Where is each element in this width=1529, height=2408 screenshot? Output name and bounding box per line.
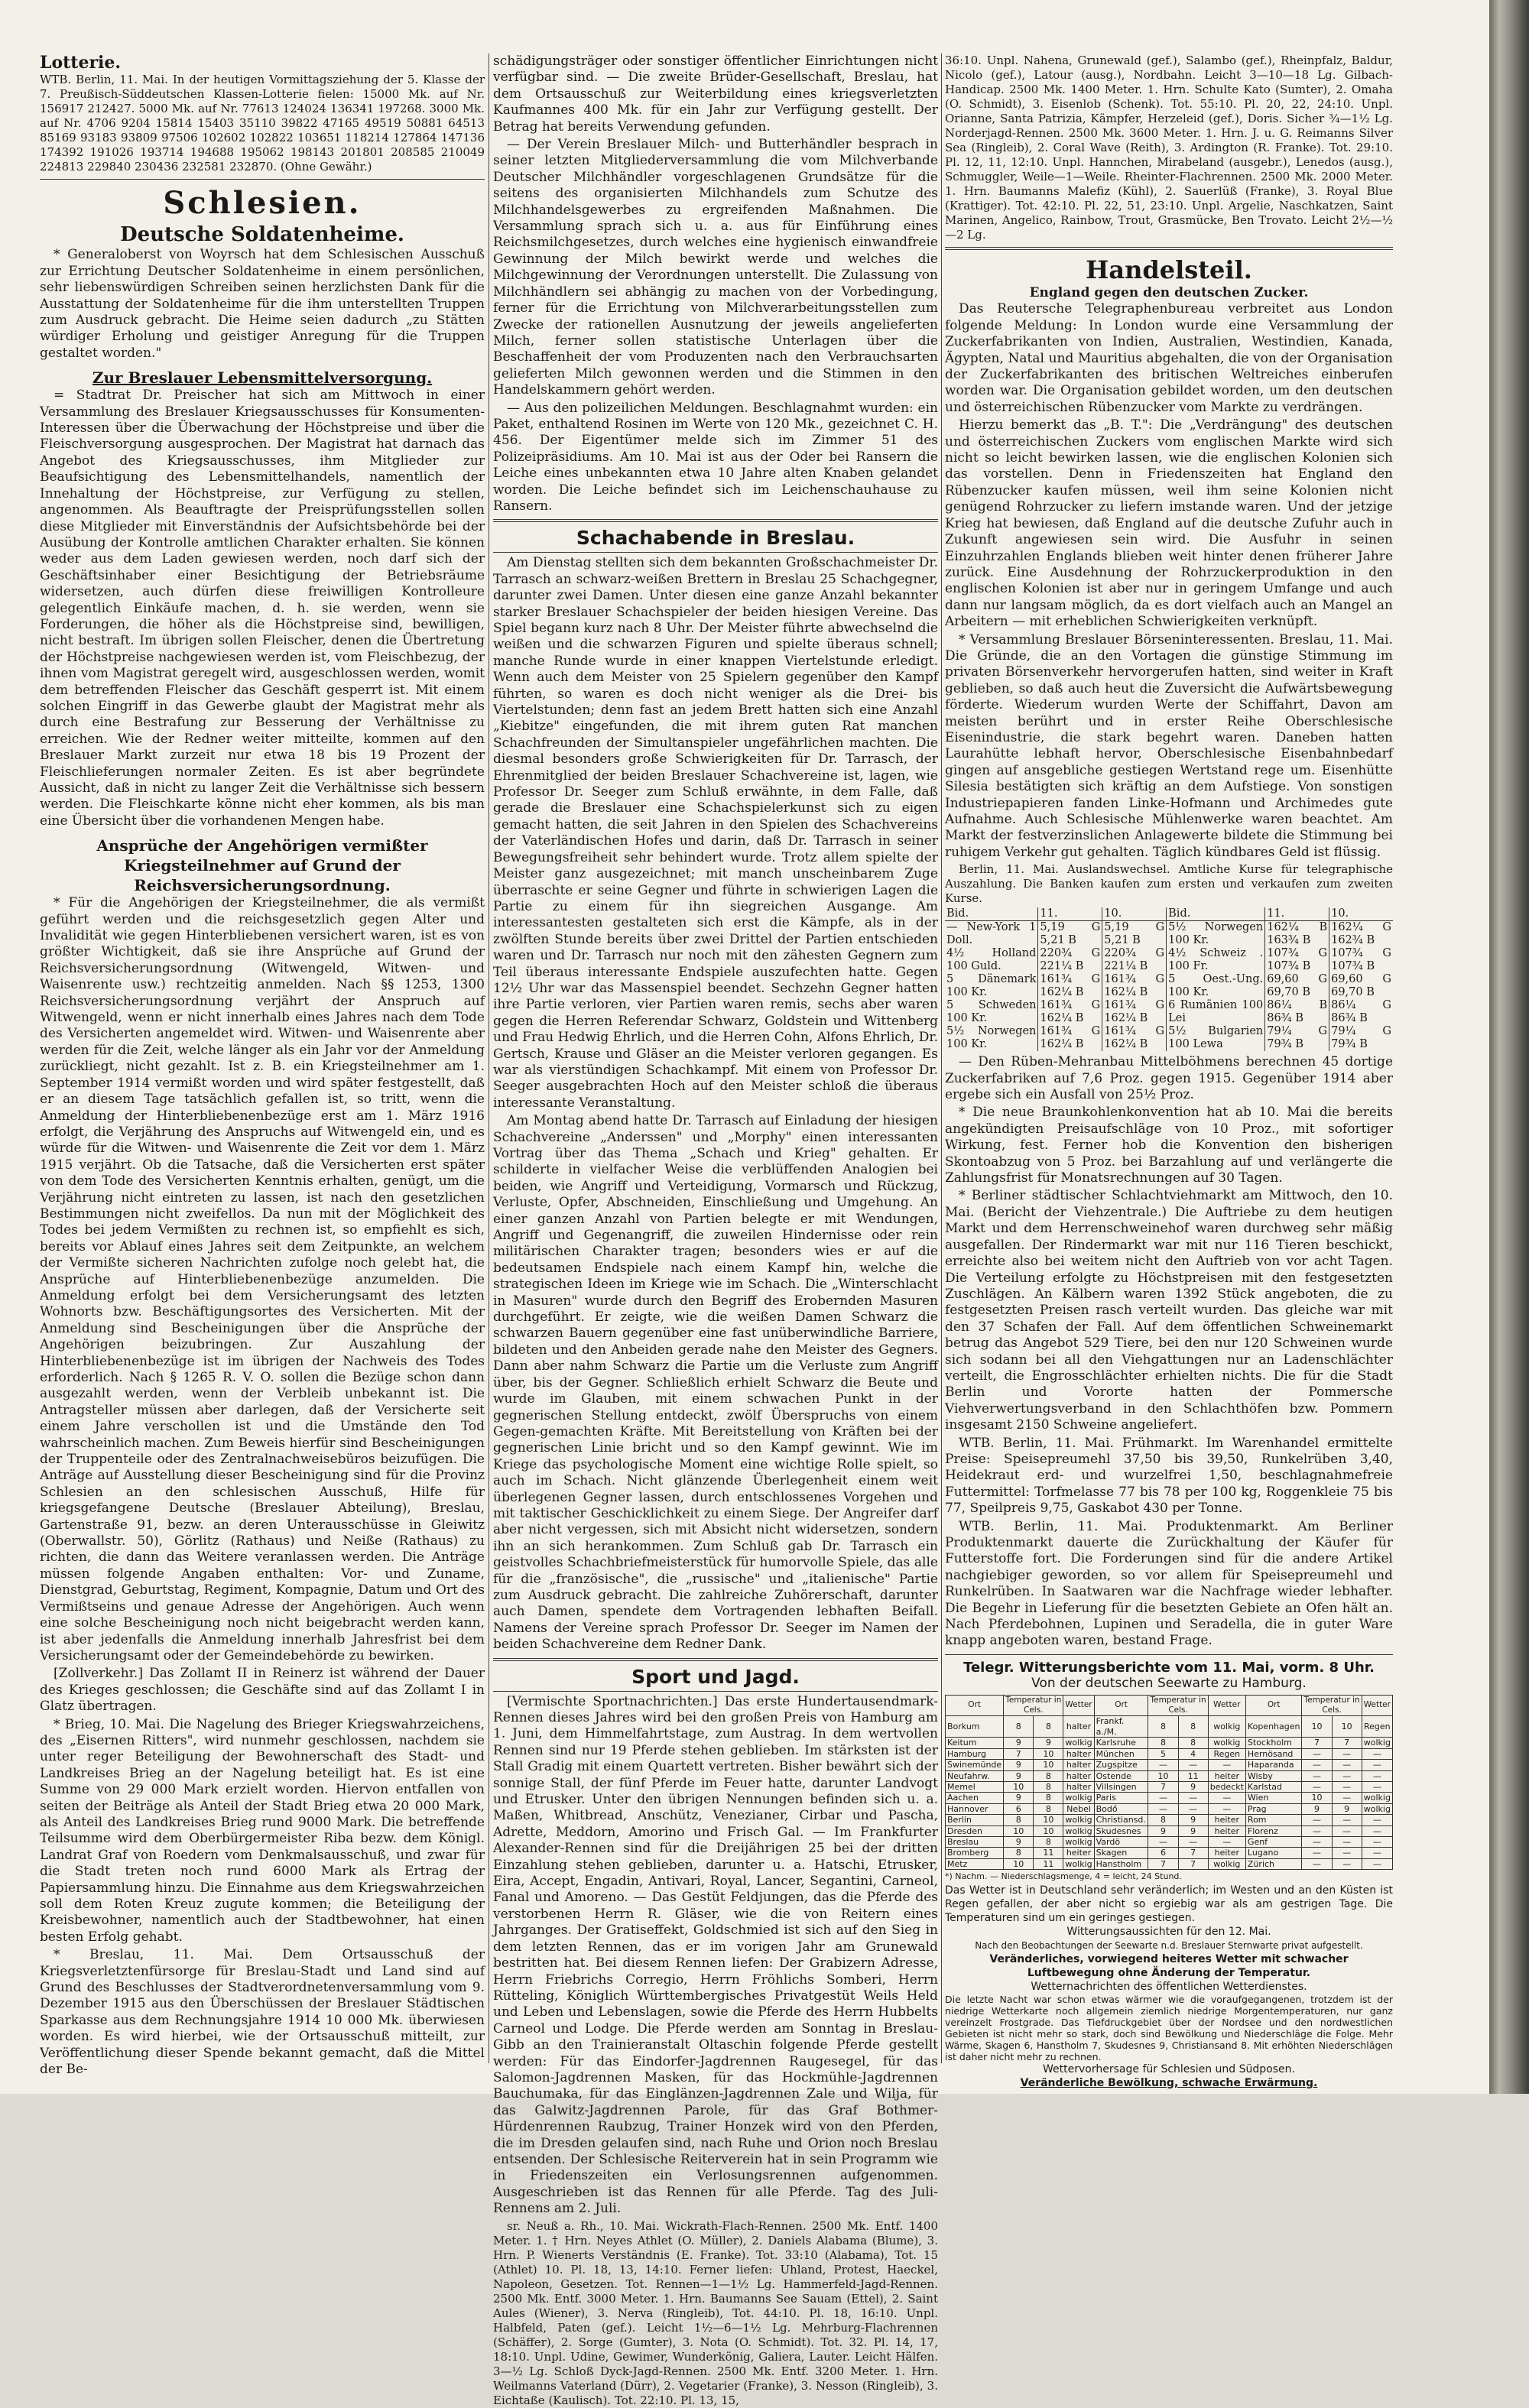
table-cell: 8 bbox=[1034, 1803, 1063, 1814]
table-row bbox=[946, 1815, 1393, 1825]
table-cell: Frankf. a./M. bbox=[1094, 1716, 1148, 1738]
table-cell: 69,60 G 69,70 B bbox=[1265, 973, 1329, 999]
table-cell: — bbox=[1178, 1760, 1208, 1770]
table-cell: — bbox=[1332, 1748, 1362, 1759]
table-cell: Genf bbox=[1245, 1836, 1302, 1847]
table-cell: Rom bbox=[1245, 1815, 1302, 1825]
table-cell: 6 Rumänien 100 Lei bbox=[1167, 999, 1265, 1025]
divider bbox=[493, 1658, 938, 1661]
table-cell: — bbox=[1302, 1770, 1332, 1781]
table-cell: — bbox=[1332, 1770, 1362, 1781]
table-cell: 5½ Norwegen 100 Kr. bbox=[946, 1025, 1037, 1051]
table-header-cell: Ort bbox=[1245, 1695, 1302, 1716]
table-cell: — bbox=[1302, 1825, 1332, 1836]
table-cell: — bbox=[1362, 1858, 1392, 1869]
table-cell: 5½ Norwegen 100 Kr. bbox=[1167, 921, 1265, 948]
table-cell: 8 bbox=[1178, 1738, 1208, 1748]
table-cell: — bbox=[1302, 1760, 1332, 1770]
weather-note: Nach den Beobachtungen der Seewarte n.d. Breslauer Sternwarte privat aufgestellt. bbox=[975, 1940, 1363, 1952]
lotterie-heading: Lotterie. bbox=[40, 53, 122, 73]
table-cell: 8 bbox=[1034, 1781, 1063, 1792]
table-cell: Lugano bbox=[1245, 1848, 1302, 1858]
table-cell: Hernösand bbox=[1245, 1748, 1302, 1759]
table-cell: 79¼ G 79¾ B bbox=[1329, 1025, 1393, 1051]
table-row bbox=[946, 1748, 1393, 1759]
table-cell: Nebel bbox=[1063, 1803, 1094, 1814]
table-cell: — bbox=[1362, 1770, 1392, 1781]
table-cell: Aachen bbox=[946, 1793, 1004, 1803]
table-cell: Skudesnes bbox=[1094, 1825, 1148, 1836]
table-cell: 8 bbox=[1148, 1716, 1178, 1738]
table-cell: — bbox=[1332, 1793, 1362, 1803]
table-cell: 9 bbox=[1004, 1738, 1034, 1748]
table-cell: 220¾ G 221¼ B bbox=[1102, 947, 1167, 973]
table-cell: bedeckt bbox=[1208, 1781, 1245, 1792]
table-cell: wolkig bbox=[1362, 1793, 1392, 1803]
table-cell: Skagen bbox=[1094, 1848, 1148, 1858]
table-cell: — bbox=[1362, 1748, 1392, 1759]
table-cell: 7 bbox=[1178, 1848, 1208, 1858]
table-cell: wolkig bbox=[1362, 1803, 1392, 1814]
table-header-cell: Bid. bbox=[945, 907, 1038, 921]
table-cell: 161¾ G 162¼ B bbox=[1038, 1025, 1102, 1051]
divider bbox=[40, 179, 485, 180]
table-cell: — bbox=[1208, 1803, 1245, 1814]
table-cell: Keitum bbox=[946, 1738, 1004, 1748]
lotterie-text: WTB. Berlin, 11. Mai. In der heutigen Vormittagsziehung der 5. Klasse der 7. Preußisch-Süddeutschen Klassen-Lotterie fielen: 15000 Mk. auf Nr. 156917 212427. 5000 Mk. auf Nr. 77613 124024 136341 197268. 3000 Mk. auf Nr. 4706 9204 15814 15403 35110 39822 47165 49519 50881 64513 85169 93183 93809 97506 102602 102822 103651 118214 127864 147136 174392 191026 193714 194688 195062 198143 201801 208585 210049 224813 229840 230436 232581 232870. (Ohne Gewähr.) bbox=[40, 73, 485, 174]
article-heading: England gegen den deutschen Zucker. bbox=[1029, 285, 1309, 300]
table-row bbox=[945, 921, 1393, 948]
table-cell: heiter bbox=[1208, 1815, 1245, 1825]
table-cell: 107¾ G 107¾ B bbox=[1265, 947, 1329, 973]
table-cell: 107¾ G 107¾ B bbox=[1329, 947, 1393, 973]
table-cell: wolkig bbox=[1208, 1858, 1245, 1869]
table-cell: 11 bbox=[1178, 1770, 1208, 1781]
table-cell: 8 bbox=[1004, 1815, 1034, 1825]
table-cell: 8 bbox=[1004, 1716, 1034, 1738]
table-cell: wolkig bbox=[1208, 1716, 1245, 1738]
weather-note: Wettervorhersage für Schlesien und Südposen. bbox=[1043, 2063, 1295, 2076]
table-cell: Stockholm bbox=[1245, 1738, 1302, 1748]
article-text: WTB. Berlin, 11. Mai. Produktenmarkt. Am Berliner Produktenmarkt dauerte die Zurückhaltung der Käufer für Futterstoffe fort. Die Forderungen sind für die andere Artikel nachgiebiger geworden, so vor allem für Speisepreumehl und Runkelrüben. In Saatwaren war die Nachfrage wieder lebhafter. Die Begehr in Lieferung für die besetzten Gebiete an Ofen hält an. Nach Pferdebohnen, Lupinen und Seradella, die in guter Ware knapp angeboten waren, bestand Frage. bbox=[945, 1518, 1393, 1649]
table-cell: Florenz bbox=[1245, 1825, 1302, 1836]
table-cell: Hannover bbox=[946, 1803, 1004, 1814]
table-cell: 10 bbox=[1004, 1781, 1034, 1792]
table-cell: 8 bbox=[1178, 1716, 1208, 1738]
table-cell: 11 bbox=[1034, 1848, 1063, 1858]
table-cell: 7 bbox=[1148, 1781, 1178, 1792]
table-cell: 9 bbox=[1034, 1738, 1063, 1748]
weather-subtitle: Von der deutschen Seewarte zu Hamburg. bbox=[1031, 1676, 1307, 1692]
table-cell: 9 bbox=[1148, 1825, 1178, 1836]
table-cell: 7 bbox=[1332, 1738, 1362, 1748]
article-heading: Sport und Jagd. bbox=[631, 1665, 800, 1688]
table-cell: 10 bbox=[1148, 1770, 1178, 1781]
table-cell: Regen bbox=[1208, 1748, 1245, 1759]
table-cell: 6 bbox=[1148, 1848, 1178, 1858]
table-cell: 69,60 G 69,70 B bbox=[1329, 973, 1393, 999]
table-cell: halter bbox=[1063, 1770, 1094, 1781]
table-cell: 5 Oest.-Ung. 100 Kr. bbox=[1167, 973, 1265, 999]
table-cell: 220¾ G 221¼ B bbox=[1038, 947, 1102, 973]
table-cell: 7 bbox=[1148, 1858, 1178, 1869]
table-cell: 7 bbox=[1178, 1858, 1208, 1869]
table-header-cell: Temperatur in Cels. bbox=[1302, 1695, 1362, 1716]
article-text: — Den Rüben-Mehranbau Mittelböhmens berechnen 45 dortige Zuckerfabriken auf 7,6 Proz. gegen 1915. Gegenüber 1914 aber ergebe sich ein Ausfall von 25½ Proz. bbox=[945, 1054, 1393, 1103]
weather-forecast: Veränderliches, vorwiegend heiteres Wetter mit schwacher Luftbewegung ohne Änderung der Temperatur. bbox=[989, 1953, 1349, 1980]
table-cell: Karlsruhe bbox=[1094, 1738, 1148, 1748]
table-cell: halter bbox=[1063, 1748, 1094, 1759]
table-cell: 8 bbox=[1034, 1716, 1063, 1738]
table-cell: Villsingen bbox=[1094, 1781, 1148, 1792]
article-text: — Aus den polizeilichen Meldungen. Beschlagnahmt wurden: ein Paket, enthaltend Rosinen im Werte von 120 Mk., gezeichnet C. H. 456. Der Eigentümer melde sich im Zimmer 51 des Polizeipräsidiums. Am 10. Mai ist aus der Oder bei Ransern die Leiche eines unbekannten etwa 10 Jahre alten Knaben gelandet worden. Die Leiche befindet sich im Leichenschauhause zu Ransern. bbox=[493, 400, 938, 514]
table-cell: 162¼ G 162¾ B bbox=[1329, 921, 1393, 948]
table-cell: 8 bbox=[1148, 1738, 1178, 1748]
table-cell: Kopenhagen bbox=[1245, 1716, 1302, 1738]
article-text: Das Reutersche Telegraphenbureau verbreitet aus London folgende Meldung: In London wurde eine Versammlung der Zuckerfabrikanten von Indien, Australien, Westindien, Kanada, Ägypten, Natal und Mauritius abgehalten, die von der Organisation der Zuckerfabrikanten des britischen Weltreiches einberufen worden war. Die Organisation gebildet worden, um den deutschen und österreichischen Rübenzucker vom Markte zu verdrängen. bbox=[945, 301, 1393, 415]
section-title-schlesien: Schlesien. bbox=[163, 185, 362, 222]
table-cell: — bbox=[1148, 1760, 1178, 1770]
table-cell: 161¾ G 162¼ B bbox=[1102, 999, 1167, 1025]
table-cell: — bbox=[1362, 1825, 1392, 1836]
column-right bbox=[945, 54, 1393, 2090]
article-text: Hierzu bemerkt das „B. T.": Die „Verdrängung" des deutschen und österreichischen Zuckers vom englischen Markte wird sich nicht so leicht bewirken lassen, wie die englischen Kolonien sich das vorstellen. Denn in Friedenszeiten hat England den Rübenzucker kaufen müssen, weil ihm seine Kolonien nicht genügend Rohrzucker zu liefern imstande waren. Und der jetzige Krieg hat bewiesen, daß England auf die deutsche Zufuhr auch in Zukunft angewiesen sein wird. Die Ausfuhr in seinen Einzuhrzahlen Englands blieben weit hinter denen früherer Jahre zurück. Eine Ausdehnung der Rohrzuckerproduktion in den englischen Kolonien ist aber nur in geringem Umfange und auch dann nur langsam möglich, da es dort vielfach auch an Mangel an Arbeitern — mit erheblichen Schwierigkeiten verknüpft. bbox=[945, 417, 1393, 630]
table-row bbox=[946, 1858, 1393, 1869]
table-cell: 9 bbox=[1004, 1770, 1034, 1781]
table-cell: — bbox=[1362, 1836, 1392, 1847]
table-cell: 8 bbox=[1034, 1770, 1063, 1781]
table-cell: — bbox=[1332, 1815, 1362, 1825]
article-text: Am Dienstag stellten sich dem bekannten Großschachmeister Dr. Tarrasch an schwarz-weißen Brettern in Breslau 25 Schachgegner, darunter zwei Damen. Unter diesen eine ganze Anzahl bekannter starker Breslauer Schachspieler der beiden hiesigen Vereine. Das Spiel begann kurz nach 8 Uhr. Der Meister führte abwechselnd die weißen und die schwarzen Figuren und spielte überaus schnell; manche Runde wurde in einer knappen Viertelstunde erledigt. Wenn auch dem Meister von 25 Spielern gegenüber den Kampf führten, so waren es doch nicht weniger als die Drei- bis Viertelstunden; denn fast an jedem Brett hatten sich eine Anzahl „Kiebitze" eingefunden, die mit ihrem guten Rat manchen Schachfreunden der Simultanspieler ungefährlichen machten. Die diesmal besonders große Schwierigkeiten für Dr. Tarrasch, der Ehrenmitglied der beiden Breslauer Schachvereine ist, lagen, wie Professor Dr. Seeger zum Schluß erwähnte, in dem Falle, daß gerade die Breslauer eine Schachspielerkunst sich zu eigen gemacht hatten, die seit Jahren in den Spielen des Schachvereins der Vaterländischen Hofes und darin, daß Dr. Tarrasch in seiner Bewegungsfreiheit sehr behindert wurde. Trotz allem spielte der Meister ganz ausgezeichnet; mit manch unscheinbarem Zuge überraschte er seine Gegner und führte in schwierigen Lagen die Partie zu einem für ihn siegreichen Ausgange. Am interessantesten gestalteten sich erst die Kämpfe, als in der zwölften Stunde bereits über zwei Drittel der Partien entschieden waren und Dr. Tarrasch nur noch mit den zähesten Gegnern zum Teil überaus interessante Endspiele auszufechten hatte. Gegen 12½ Uhr war das Massenspiel beendet. Sechzehn Gegner hatten ihre Partie verloren, vier Partien waren remis, sechs aber waren gegen die Herren Referendar Schwarz, Goldstein und Wittenberg und Frau Hedwig Ehrlich, und die Herren Cohn, Alfons Ehrlich, Dr. Gertsch, Krause und Gläser an die Meister verloren gegangen. Es war als vierstündigen Schachkampf. Mit einem von Professor Dr. Seeger ausgebrachten Hoch auf den Meister schloß die überaus interessante Veranstaltung. bbox=[493, 555, 938, 1111]
table-cell: wolkig bbox=[1063, 1793, 1094, 1803]
table-cell: — New-York 1 Doll. bbox=[946, 921, 1037, 947]
table-header-cell: Wetter bbox=[1208, 1695, 1245, 1716]
divider bbox=[945, 247, 1393, 250]
table-cell: 161¾ G 162¼ B bbox=[1038, 999, 1102, 1025]
table-cell: — bbox=[1362, 1848, 1392, 1858]
table-cell: München bbox=[1094, 1748, 1148, 1759]
section-title-handelsteil: Handelsteil. bbox=[1086, 255, 1252, 284]
table-header-cell: Temperatur in Cels. bbox=[1148, 1695, 1208, 1716]
table-cell: 10 bbox=[1034, 1760, 1063, 1770]
table-cell: Swinemünde bbox=[946, 1760, 1004, 1770]
table-cell: — bbox=[1332, 1760, 1362, 1770]
table-cell: 8 bbox=[1148, 1815, 1178, 1825]
table-cell: Zürich bbox=[1245, 1858, 1302, 1869]
article-text: * Versammlung Breslauer Börseninteressenten. Breslau, 11. Mai. Die Gründe, die an den Vortagen die günstige Stimmung im privaten Börsenverkehr hervorgerufen hatten, sind weiter in Kraft geblieben, so daß auch heut die Zuversicht die Aufwärtsbewegung förderte. Wiederum wurden Werte der Schiffahrt, Davon am meisten berührt und in erster Reihe Oberschlesische Eisenindustrie, die stark begehrt waren. Daneben hatten Laurahütte lebhaft hervor, Oberschlesische Eisenbahnbedarf gingen auf ansgebliche gestiegen Wertstand rege um. Eisenhütte Silesia bestätigten sich kräftig an dem Aufstiege. Von sonstigen Industriepapieren fanden Linke-Hofmann und Archimedes gute Aufnahme. Auch Schlesische Mühlenwerke waren beachtet. Am Markt der festverzinslichen Anlagewerte bildete die Stimmung bei ruhigem Verkehr gut gehalten. Täglich kündbares Geld ist flüssig. bbox=[945, 631, 1393, 860]
weather-title: Telegr. Witterungsberichte vom 11. Mai, vorm. 8 Uhr. bbox=[963, 1659, 1375, 1676]
table-cell: — bbox=[1208, 1836, 1245, 1847]
table-cell: Christiansd. bbox=[1094, 1815, 1148, 1825]
table-cell: wolkig bbox=[1063, 1836, 1094, 1847]
divider bbox=[493, 552, 938, 553]
table-cell: 5 Dänemark 100 Kr. bbox=[946, 973, 1037, 999]
article-heading: Schachabende in Breslau. bbox=[576, 527, 855, 550]
table-cell: 8 bbox=[1034, 1836, 1063, 1847]
divider bbox=[493, 519, 938, 522]
table-cell: halter bbox=[1063, 1716, 1094, 1738]
table-cell: 10 bbox=[1034, 1815, 1063, 1825]
table-cell: wolkig bbox=[1063, 1815, 1094, 1825]
table-row bbox=[946, 1825, 1393, 1836]
table-cell: — bbox=[1362, 1760, 1392, 1770]
table-cell: heiter bbox=[1208, 1825, 1245, 1836]
table-cell: 9 bbox=[1178, 1781, 1208, 1792]
table-cell: 161¾ G 162¼ B bbox=[1038, 973, 1102, 999]
table-cell: — bbox=[1302, 1815, 1332, 1825]
article-text: [Zollverkehr.] Das Zollamt II in Reinerz ist während der Dauer des Krieges geschlossen; die Geschäfte sind auf das Zollamt I in Glatz übertragen. bbox=[40, 1666, 485, 1715]
column-rule bbox=[941, 54, 942, 2063]
table-cell: — bbox=[1332, 1858, 1362, 1869]
table-cell: 86¼ B 86¾ B bbox=[1265, 999, 1329, 1025]
table-row bbox=[946, 1793, 1393, 1803]
table-cell: 10 bbox=[1302, 1793, 1332, 1803]
table-header-cell: Ort bbox=[1094, 1695, 1148, 1716]
table-cell: Zugspitze bbox=[1094, 1760, 1148, 1770]
table-cell: — bbox=[1178, 1836, 1208, 1847]
book-binding-edge bbox=[1489, 0, 1529, 2094]
article-text: * Die neue Braunkohlenkonvention hat ab 10. Mai die bereits angekündigten Preisaufschläge von 10 Proz., mit sofortiger Wirkung, fest. Ferner hob die Konvention den bisherigen Skontoabzug von 5 Proz. bei Barzahlung auf und verlängerte die Zahlungsfrist für Monatsrechnungen auf 30 Tagen. bbox=[945, 1105, 1393, 1186]
table-header-cell: Wetter bbox=[1063, 1695, 1094, 1716]
table-cell: 4½ Holland 100 Guld. bbox=[946, 947, 1037, 973]
table-cell: 5,19 G 5,21 B bbox=[1038, 921, 1102, 948]
table-cell: halter bbox=[1063, 1760, 1094, 1770]
weather-note: Wetternachrichten des öffentlichen Wetterdienstes. bbox=[1031, 1981, 1307, 1994]
table-cell: Haparanda bbox=[1245, 1760, 1302, 1770]
column-left bbox=[40, 53, 485, 2078]
article-text: * Berliner städtischer Schlachtviehmarkt am Mittwoch, den 10. Mai. (Bericht der Viehzentrale.) Die Auftriebe zu dem heutigen Markt und dem Herrenschweinehof waren durchweg sehr mäßig ausgefallen. Der Rindermarkt war mit nur 116 Tieren beschickt, erreichte also bei weitem nicht den Auftrieb von vor acht Tagen. Die Verteilung erfolgte zu Höchstpreisen mit den festgesetzten Zuschlägen. An Kälbern waren 1392 Stück angeboten, die zu festgesetzten Preisen rasch verteilt wurden. Das gleiche war mit den 37 Schafen der Fall. Auf dem öffentlichen Schweinemarkt betrug das Angebot 529 Tiere, bei den nur 120 Schweinen wurde sich sodann bei all den Viehgattungen nur an Ladenschlächter verteilt, die Engrosschlächter erhielten nichts. Die für die Stadt Berlin und Vororte hatten der Pommersche Viehverwertungsverband in den Schlachthöfen bzw. Pommern insgesamt 2150 Schweine angeliefert. bbox=[945, 1188, 1393, 1433]
table-cell: 9 bbox=[1004, 1760, 1034, 1770]
table-cell: 11 bbox=[1034, 1858, 1063, 1869]
table-cell: 7 bbox=[1302, 1738, 1332, 1748]
article-text: = Stadtrat Dr. Preischer hat sich am Mittwoch in einer Versammlung des Breslauer Kriegsausschusses für Konsumenten-Interessen über die Überwachung der Höchstpreise und über die Fleischversorgung ausgesprochen. Der Magistrat hat darnach das Angebot des Kriegsausschusses, ihm Mitglieder zur Beaufsichtigung des Lebensmittelhandels, namentlich der Innehaltung der Höchstpreise, zur Verfügung zu stellen, angenommen. Als Beauftragte der Preisprüfungsstellen sollen diese Mitglieder mit Einverständnis der Aufsichtsbehörde bei der Ausübung der Kontrolle amtlichen Charakter erhalten. Sie können weder aus dem Laden gewiesen werden, noch darf sich der Geschäftsinhaber einer Besichtigung der Betriebsräume widersetzen, auch dürfen diese freiwilligen Kontrolleure gelegentlich Einkäufe machen, d. h. sie werden, wenn sie Forderungen, die höher als die Höchstpreise sind, bewilligen, nicht bestraft. Im übrigen sollen Fleischer, denen die Übertretung der Höchstpreise nachgewiesen werden ist, vom Fleischbezug, der ihnen vom Magistrat geregelt wird, ausgeschlossen werden, womit dem betreffenden Fleischer das Geschäft gesperrt ist. Mit einem solchen Eingriff in das Gewerbe glaubt der Magistrat mehr als durch eine Bestrafung zur Besserung der Verhältnisse zu erreichen. Wie der Redner weiter mitteilte, kommen auf den Breslauer Markt zurzeit nur etwa 18 bis 19 Prozent der Fleischlieferungen normaler Zeiten. Es ist aber begründete Aussicht, daß in nicht zu langer Zeit die Verhältnisse sich bessern werden. Die Fleischkarte könne nicht eher kommen, als bis man eine Übersicht über die vorhandenen Mengen habe. bbox=[40, 388, 485, 829]
table-cell: — bbox=[1148, 1803, 1178, 1814]
table-cell: Paris bbox=[1094, 1793, 1148, 1803]
table-cell: — bbox=[1332, 1781, 1362, 1792]
article-text: * Generaloberst von Woyrsch hat dem Schlesischen Ausschuß zur Errichtung Deutscher Soldatenheime in einem persönlichen, sehr liebenswürdigen Schreiben seinen herzlichsten Dank für die Ausstattung der Soldatenheime für die ihm unterstellten Truppen zum Ausdruck gebracht. Die Heime seien dadurch „zu Stätten würdiger Erholung und geistiger Anregung für die Truppen gestaltet worden." bbox=[40, 247, 485, 361]
article-text: * Brieg, 10. Mai. Die Nagelung des Brieger Kriegswahrzeichens, des „Eisernen Ritters", wird nunmehr geschlossen, nachdem sie unter reger Beteiligung der Bewohnerschaft des Stadt- und Landkreises Brieg an der Nagelung beteiligt hat. Es ist eine Summe von 29 000 Mark erzielt worden. Hiervon entfallen von seiten der Beiträge als Anteil der Stadt Brieg etwa 20 000 Mark, als Anteil des Landkreises Brieg rund 9000 Mark. Die betreffende Teilsumme wird dem Oberbürgermeister Riba bezw. dem Königl. Landrat Graf von Roedern vom Denkmalsausschuß, und zwar für die Stadt treten noch rund 6000 Mark als Ertrag der Papiersammlung hinzu. Die Einnahme aus dem Kriegswahrzeichen soll dem Roten Kreuz zugute kommen; die Beteiligung der Kreisbewohner, namentlich auch der Stadtbewohner, hat einen besten Erfolg gehabt. bbox=[40, 1716, 485, 1945]
table-cell: 10 bbox=[1004, 1858, 1034, 1869]
table-header-cell: 10. bbox=[1329, 907, 1393, 921]
table-cell: — bbox=[1302, 1858, 1332, 1869]
table-cell: Wisby bbox=[1245, 1770, 1302, 1781]
table-cell: 86¼ G 86¾ B bbox=[1329, 999, 1393, 1025]
table-cell: halter bbox=[1063, 1781, 1094, 1792]
table-cell: 9 bbox=[1178, 1825, 1208, 1836]
table-row bbox=[945, 1025, 1393, 1051]
weather-table bbox=[945, 1695, 1393, 1871]
table-cell: 9 bbox=[1332, 1803, 1362, 1814]
table-cell: 9 bbox=[1004, 1793, 1034, 1803]
table-cell: 5,19 G 5,21 B bbox=[1102, 921, 1167, 948]
table-header-cell: 11. bbox=[1265, 907, 1329, 921]
table-row bbox=[945, 999, 1393, 1025]
table-cell: Regen bbox=[1362, 1716, 1392, 1738]
divider bbox=[945, 1654, 1393, 1655]
table-cell: — bbox=[1362, 1815, 1392, 1825]
table-cell: — bbox=[1332, 1848, 1362, 1858]
table-cell: 162¼ B 163¾ B bbox=[1265, 921, 1329, 948]
article-text: schädigungsträger oder sonstiger öffentlicher Einrichtungen nicht verfügbar sind. — Die zweite Brüder-Gesellschaft, Breslau, hat dem Ortsausschuß zur Weiterbildung eines kriegsverletzten Kaufmannes 400 Mk. für ein Jahr zur Verfügung gestellt. Der Betrag hat bereits Verwendung gefunden. bbox=[493, 54, 938, 135]
table-row bbox=[946, 1836, 1393, 1847]
table-row bbox=[945, 973, 1393, 999]
table-row bbox=[945, 947, 1393, 973]
table-cell: 10 bbox=[1332, 1716, 1362, 1738]
column-middle bbox=[493, 54, 938, 2407]
table-cell: — bbox=[1332, 1836, 1362, 1847]
table-cell: 6 bbox=[1004, 1803, 1034, 1814]
table-header-cell: Bid. bbox=[1167, 907, 1265, 921]
table-cell: — bbox=[1178, 1803, 1208, 1814]
weather-note: *) Nachm. — Niederschlagsmenge, 4 = leicht, 24 Stund. bbox=[945, 1871, 1182, 1882]
table-header-cell: 11. bbox=[1038, 907, 1102, 921]
table-cell: Memel bbox=[946, 1781, 1004, 1792]
article-heading: Zur Breslauer Lebensmittelversorgung. bbox=[92, 368, 433, 388]
table-cell: Bromberg bbox=[946, 1848, 1004, 1858]
table-cell: Hanstholm bbox=[1094, 1858, 1148, 1869]
table-row bbox=[946, 1803, 1393, 1814]
table-row bbox=[946, 1738, 1393, 1748]
table-cell: wolkig bbox=[1063, 1825, 1094, 1836]
table-cell: 9 bbox=[1302, 1803, 1332, 1814]
race-results: sr. Neuß a. Rh., 10. Mai. Wickrath-Flach-Rennen. 2500 Mk. Entf. 1400 Meter. 1. † Hrn. Neyes Athlet (O. Müller), 2. Daniels Alabama (Blume), 3. Hrn. P. Wienerts Verständnis (E. Franke). Tot. 33:10 (Alabama), Tot. 15 (Athlet) 10. Pl. 18, 13, 14:10. Ferner liefen: Uhland, Protest, Haeckel, Napoleon, Gesetzen. Tot. Rennen—1—1½ Lg. Hammerfeld-Jagd-Rennen. 2500 Mk. Entf. 3000 Meter. 1. Hrn. Baumanns See Sauam (Ettel), 2. Saint Aules (Wiener), 3. Nerva (Ringleib), Tot. 44:10. Pl. 18, 16:10. Unpl. Halbfeld, Paten (gef.). Leicht 1½—6—1½ Lg. Mehrburg-Flachrennen (Schäffer), 2. Sorge (Gumter), 3. Nota (O. Schmidt). Tot. 32. Pl. 14, 17, 18:10. Unpl. Udine, Gewimer, Wunderkönig, Galiera, Lauter. Leicht Hälfen. 3—½ Lg. Schloß Dyck-Jagd-Rennen. 2500 Mk. Entf. 3200 Meter. 1. Hrn. Weilmanns Vaterland (Dürr), 2. Vegetarier (Franke), 3. Nesson (Ringleib), 3. Eichtaße (Kaulisch). Tot. 22:10. Pl. 13, 15, bbox=[493, 2218, 938, 2407]
table-header-cell: 10. bbox=[1102, 907, 1167, 921]
table-cell: — bbox=[1302, 1836, 1332, 1847]
article-heading: Deutsche Soldatenheime. bbox=[120, 223, 404, 247]
table-cell: — bbox=[1302, 1748, 1332, 1759]
table-cell: — bbox=[1208, 1760, 1245, 1770]
table-cell: 10 bbox=[1034, 1748, 1063, 1759]
table-row bbox=[946, 1770, 1393, 1781]
table-cell: heiter bbox=[1063, 1848, 1094, 1858]
table-cell: 8 bbox=[1004, 1848, 1034, 1858]
table-cell: Neufahrw. bbox=[946, 1770, 1004, 1781]
table-cell: 161¾ G 162¼ B bbox=[1102, 1025, 1167, 1051]
table-row bbox=[946, 1781, 1393, 1792]
table-cell: 8 bbox=[1034, 1793, 1063, 1803]
table-cell: 79¼ G 79¾ B bbox=[1265, 1025, 1329, 1051]
table-cell: 9 bbox=[1004, 1836, 1034, 1847]
table-cell: Dresden bbox=[946, 1825, 1004, 1836]
table-cell: — bbox=[1208, 1793, 1245, 1803]
table-cell: — bbox=[1332, 1825, 1362, 1836]
table-cell: 5 bbox=[1148, 1748, 1178, 1759]
table-cell: Borkum bbox=[946, 1716, 1004, 1738]
article-text: — Der Verein Breslauer Milch- und Butterhändler besprach in seiner letzten Mitgliederversammlung die vom Milchverbande Deutscher Milchhändler vorgeschlagenen Grundsätze für die seitens des organisierten Milchhandels zum Schutze des Milchhandelsgewerbes zu ergreifenden Maßnahmen. Die Versammlung sprach sich u. a. aus für Einführung eines Reichsmilchgesetzes, durch welches eine hygienisch einwandfreie Gewinnung der Milch bewirkt werde und welches die Milchgewinnung der Verordnungen unterstellt. Die Zulassung von Milchhändlern sei abhängig zu machen von der Vorbedingung, ferner für die Errichtung von Milchverarbeitungsstellen zum Zwecke der rationellen Ausnutzung der jeweils angelieferten Milch, ferner sollen statistische Unterlagen über die Beschaffenheit der vom Produzenten nach den Verbrauchsarten gelieferten Milch gewonnen werden und die Stimmen in den Handelskammern gehört werden. bbox=[493, 137, 938, 398]
table-cell: Prag bbox=[1245, 1803, 1302, 1814]
race-results: 36:10. Unpl. Nahena, Grunewald (gef.), Salambo (gef.), Rheinpfalz, Baldur, Nicolo (gef.), Latour (ausg.), Nordbahn. Leicht 3—10—18 Lg. Gilbach-Handicap. 2500 Mk. 1400 Meter. 1. Hrn. Schulte Kato (Sumter), 2. Omaha (O. Schmidt), 3. Eisenlob (Schenk). Tot. 55:10. Pl. 20, 22, 24:10. Unpl. Orianne, Santa Patrizia, Kämpfer, Herzeleid (gef.), Doris. Sicher ¾—1½ Lg. Norderjagd-Rennen. 2500 Mk. 3600 Meter. 1. Hrn. J. u. G. Reimanns Silver Sea (Ringleib), 2. Coral Wave (Reith), 3. Ardington (R. Franke). Tot. 29:10. Pl. 12, 11, 12:10. Unpl. Hannchen, Mirabeland (ausgebr.), Lenedos (ausg.), Schmuggler, Weile—1—Weile. Rheinter-Flachrennen. 2500 Mk. 2000 Meter. 1. Hrn. Baumanns Malefiz (Kühl), 2. Sauerlüß (Franke), 3. Royal Blue (Krattiger). Tot. 42:10. Pl. 22, 51, 23:10. Unpl. Argelie, Naschkatzen, Saint Marinen, Angelico, Rainbow, Trout, Grasmücke, Ben Trovato. Leicht 2½—½—2 Lg. bbox=[945, 54, 1393, 242]
table-cell: heiter bbox=[1208, 1770, 1245, 1781]
article-text: Am Montag abend hatte Dr. Tarrasch auf Einladung der hiesigen Schachvereine „Anderssen" und „Morphy" einen interessanten Vortrag über das Thema „Schach und Krieg" gehalten. Er schilderte in vielfacher Weise die verblüffenden Analogien bei beiden, wie Angriff und Verteidigung, Vormarsch und Rückzug, Verluste, Opfer, Abschneiden, Einschließung und Umgehung. An einer ganzen Anzahl von Partien belegte er mit Wendungen, Angriff und Gegenangriff, die zuweilen Hindernisse oder rein militärischen Charakter tragen; besonders wies er auf die bedeutsamen Endspiele nach einem Kampf hin, welche die strategischen Ideen im Kriege wie im Schach. Die „Winterschlacht in Masuren" wurde durch den Begriff des Erobernden Masuren durchgeführt. Er zeigte, wie die weißen Damen Schwarz die schwarzen Bauern gegenüber eine fast unüberwindliche Barriere, bildeten und den Anbeiden gerade nahe den Meister des Gegners. Dann aber nahm Schwarz die Partie um die Verluste zum Angriff über, bis der Gegner. Schließlich erhielt Schwarz die Beute und wurde im Glauben, mit einem schwachen Punkt in der gegnerischen Stellung entdeckt, zwölf Überspruchs von einem Gegen-gemachten Kräfte. Mit Bereitstellung von Kräften bei der gegnerischen Linie bricht und so den Kampf gewinnt. Wie im Kriege das psychologische Moment eine wichtige Rolle spielt, so auch im Schach. Nicht glänzende Überlegenheit einem weit überlegenen Gegner lassen, durch entschlossenes Vorgehen und mit taktischer Geschicklichkeit zu einem Siege. Der Angreifer darf aber nicht vergessen, sich mit Absicht nicht widersetzen, sondern ihn an sich herankommen. Zum Schluß gab Dr. Tarrasch ein geistvolles Schachbriefmeisterstück für humorvolle Spiele, das alle für die „französische", die „russische" und „italienische" Partie zum Ausdruck gebracht. Die zahlreiche Zuhörerschaft, darunter auch Damen, spendete dem Vortragenden lebhaften Beifall. Namens der Vereine sprach Professor Dr. Seeger im Namen der beiden Schachvereine dem Redner Dank. bbox=[493, 1113, 938, 1653]
divider bbox=[493, 1691, 938, 1692]
article-text: [Vermischte Sportnachrichten.] Das erste Hundertausendmark-Rennen dieses Jahres wird bei den großen Preis von Hamburg am 1. Juni, dem Himmelfahrtstage, zum Austrag. In dem wertvollen Rennen sind nur 19 Pferde stehen geblieben. Im stärksten ist der Stall Gradig mit einem Quartett vertreten. Bisher bewährt sich der sonnige Stall, der fünf Pferde im Feuer hatte, darunter Landvogt und Etrusker. Unter den übrigen Nennungen befinden sich u. a. Maßen, Whitbread, Anschütz, Venezianer, Cirbar und Pascha, Adrette, Meddorn, Amorino und Frisch Gal. — Im Frankfurter Alexander-Rennen sind für die Dreijährigen 25 bei der dritten Einzahlung stehen geblieben, darunter u. a. Hatschi, Etrusker, Eira, Accept, Engadin, Antivari, Royal, Lancer, Segantini, Carneol, Fanal und Amoreno. — Das Gestüt Feldjungen, das die Pferde des verstorbenen Herrn R. Gläser, wie die von Reitern eines Jahrganges. Der Gratiseffekt, Goldschmied ist sich auf den Sieg in dem letzten Rennen, das er im vorigen Jahr am Grunewald bestritten hat. Bei diesem Rennen liefen: Der Grabizern Adresse, Herrn Friebrichs Corregio, Herrn Fröhlichs Somberi, Herrn Rütteling, Königlich Württembergisches Privatgestüt Weils Held und Leben und Lebenslagen, sowie die Pferde des Herrn Hubbelts Carneol und Lodge. Die Pferde werden am Sonntag in Breslau-Gibb an den Trainieranstalt Oltaschin folgende Pferde gestellt werden: Für das Eindorfer-Jagdrennen Raugesegel, für das Salomon-Jagdrennen Masken, für das Hockmühle-Jagdrennen Bauchumaka, für das Einglänzen-Jagdrennen Zale und Wilja, für das Galwitz-Jagdrennen Parole, für das Graf Bothmer-Hürdenrennen Raubzug, Trainer Honzek wird von den Pferden, die im Dresden gelaufen sind, nach Ruhe und Orion noch Breslau entsenden. Der Schlesische Reiterverein hat in sein Programm wie in Friedenszeiten ein Verlosungsrennen aufgenommen. Ausgeschrieben ist das Rennen für alle Pferde. Tag des Juli-Rennens am 2. Juli. bbox=[493, 1693, 938, 2217]
table-cell: wolkig bbox=[1362, 1738, 1392, 1748]
table-cell: 5½ Bulgarien 100 Lewa bbox=[1167, 1025, 1265, 1051]
table-cell: 10 bbox=[1004, 1825, 1034, 1836]
article-heading: Ansprüche der Angehörigen vermißter Kriegsteilnehmer auf Grund der Reichsversicherungsordnung. bbox=[96, 836, 428, 895]
table-cell: — bbox=[1362, 1781, 1392, 1792]
weather-note: Das Wetter ist in Deutschland sehr veränderlich; im Westen und an den Küsten ist Regen gefallen, der aber nicht so ergiebig war als am gestrigen Tage. Die Temperaturen sind um ein geringes gestiegen. bbox=[945, 1884, 1393, 1925]
table-header-cell: Wetter bbox=[1362, 1695, 1392, 1716]
table-cell: — bbox=[1148, 1793, 1178, 1803]
table-cell: 10 bbox=[1302, 1716, 1332, 1738]
table-cell: wolkig bbox=[1063, 1738, 1094, 1748]
table-cell: Wien bbox=[1245, 1793, 1302, 1803]
article-text: WTB. Berlin, 11. Mai. Frühmarkt. Im Warenhandel ermittelte Preise: Speisepreumehl 37,50 bis 39,50, Runkelrüben 3,40, Heidekraut erd- und wurzelfrei 1,50, beschlagnahmefreie Futtermittel: Torfmelasse 77 bis 78 per 100 kg, Roggenkleie 75 bis 77, Speilpreis 9,75, Gaskabot 430 per Tonne. bbox=[945, 1435, 1393, 1517]
table-header-cell: Ort bbox=[946, 1695, 1004, 1716]
article-text: * Breslau, 11. Mai. Dem Ortsausschuß der Kriegsverletztenfürsorge für Breslau-Stadt und Land sind auf Grund des Beschlusses der Stadtverordnetenversammlung vom 9. Dezember 1915 aus den Überschüssen der Breslauer Städtischen Sparkasse aus dem Rechnungsjahre 1914 10 000 Mk. überwiesen worden. Es wird hierbei, wie der Ortsausschuß mitteilt, zur Veröffentlichung dieser Spende bekannt gemacht, daß die Mittel der Be- bbox=[40, 1947, 485, 2078]
table-cell: 4½ Schweiz . 100 Fr. bbox=[1167, 947, 1265, 973]
table-row bbox=[946, 1716, 1393, 1738]
table-header-cell: Temperatur in Cels. bbox=[1004, 1695, 1063, 1716]
weather-note: Die letzte Nacht war schon etwas wärmer wie die voraufgegangenen, trotzdem ist der niedrige Wetterkarte noch allgemein ziemlich niedrige Morgentemperaturen, nur ganz vereinzelt Frostgrade. Das Tiefdruckgebiet über der Nordsee und den nordwestlichen Gebieten ist nicht mehr so stark, doch sind Bewölkung und Niederschläge die Folge. Mehr Wärme, Skagen 6, Hanstholm 7, Skudesnes 9, Christiansand 8. Mit erhöhten Niederschlägen ist daher nicht mehr zu rechnen. bbox=[945, 1994, 1393, 2063]
table-row bbox=[946, 1848, 1393, 1858]
table-cell: 5 Schweden 100 Kr. bbox=[946, 999, 1037, 1025]
article-text: * Für die Angehörigen der Kriegsteilnehmer, die als vermißt geführt werden und die reichsgesetzlich gegen Alter und Invalidität wie gegen Hinterbliebenen versichert waren, ist es von größter Wichtigkeit, daß sie ihre Ansprüche auf Grund der Reichsversicherungsordnung (Witwengeld, Witwen- und Waisenrente usw.) rechtzeitig anmelden. Nach §§ 1253, 1300 Reichsversicherungsordnung verjährt der Anspruch auf Witwengeld, wenn er nicht innerhalb eines Jahres nach dem Tode des Versicherten angemeldet wird. Witwen- und Waisenrente aber werden für die Zeit, welche länger als ein Jahr vor der Anmeldung zurückliegt, nicht gezahlt. Ist z. B. ein Kriegsteilnehmer am 1. September 1914 vermißt worden und wird später festgestellt, daß er an diesem Tage tatsächlich gefallen ist, so tritt, wenn die Anmeldung der Hinterbliebenenbezüge erst am 1. März 1916 erfolgt, die Verjährung des Anspruchs auf Witwengeld ein, und es würde für die Witwen- und Waisenrente die Zeit vor dem 1. März 1915 verjährt. Ob die Tatsache, daß die Versicherten erst später von dem Tode des Versicherten Kenntnis erhalten, genügt, um die Verjährung nicht eintreten zu lassen, ist nach den gesetzlichen Bestimmungen nicht zweifellos. Da nun mit der Möglichkeit des Todes bei jedem Vermißten zu rechnen ist, so empfiehlt es sich, bereits vor Ablauf eines Jahres seit dem Zeitpunkte, an welchem der Vermißte sicheren Nachrichten zufolge noch gelebt hat, die Ansprüche auf Hinterbliebenenbezüge anzumelden. Die Anmeldung erfolgt bei dem Versicherungsamt des letzten Wohnorts bzw. Beschäftigungsortes des Versicherten. Mit der Anmeldung sind Bescheinigungen über die Ansprüche der Angehörigen beizubringen. Zur Auszahlung der Hinterbliebenenbezüge ist im übrigen der Nachweis des Todes erforderlich. Nach § 1265 R. V. O. sollen die Bezüge schon dann ausgezahlt werden, wenn der Verbleib unbekannt ist. Die Antragsteller müssen aber darlegen, daß der Versicherte seit einem Jahre verschollen ist und die Umstände den Tod wahrscheinlich machen. Zum Beweis hierfür sind Bescheinigungen der Truppenteile oder des Zentralnachweisebüros beizufügen. Die Anträge auf Ausstellung dieser Bescheinigung sind für die Provinz Schlesien an den schlesischen Ausschuß, Hilfe für kriegsgefangene Deutsche (Breslauer Abteilung), Breslau, Gartenstraße 91, bezw. an deren Unterausschüsse in Gleiwitz (Oberwallstr. 50), Görlitz (Rathaus) und Neiße (Rathaus) zu richten, die dann das Weitere veranlassen werden. Die Anträge müssen folgende Angaben enthalten: Vor- und Zuname, Dienstgrad, Geburtstag, Regiment, Kompagnie, Datum und Ort des Vermißtseins und genaue Adresse der Angehörigen. Auch wenn eine solche Bescheinigung noch nicht beigebracht werden kann, ist aber jedenfalls die Anmeldung innerhalb Jahresfrist bei dem Versicherungsamt oder der Gemeindebehörde zu bewirken. bbox=[40, 895, 485, 1663]
table-cell: Metz bbox=[946, 1858, 1004, 1869]
table-row bbox=[946, 1760, 1393, 1770]
table-cell: 4 bbox=[1178, 1748, 1208, 1759]
table-cell: — bbox=[1148, 1836, 1178, 1847]
table-cell: Berlin bbox=[946, 1815, 1004, 1825]
table-cell: Bodő bbox=[1094, 1803, 1148, 1814]
table-cell: 7 bbox=[1004, 1748, 1034, 1759]
table-cell: Breslau bbox=[946, 1836, 1004, 1847]
table-cell: 10 bbox=[1034, 1825, 1063, 1836]
exchange-rate-table bbox=[945, 907, 1393, 1051]
table-cell: Karlstad bbox=[1245, 1781, 1302, 1792]
table-cell: — bbox=[1302, 1781, 1332, 1792]
weather-forecast: Veränderliche Bewölkung, schwache Erwärmung. bbox=[1020, 2077, 1318, 2090]
table-cell: Hamburg bbox=[946, 1748, 1004, 1759]
table-cell: Ostende bbox=[1094, 1770, 1148, 1781]
table-cell: wolkig bbox=[1063, 1858, 1094, 1869]
table-cell: — bbox=[1178, 1793, 1208, 1803]
table-cell: wolkig bbox=[1208, 1738, 1245, 1748]
table-cell: — bbox=[1302, 1848, 1332, 1858]
article-text: Berlin, 11. Mai. Auslandswechsel. Amtliche Kurse für telegraphische Auszahlung. Die Banken kaufen zum ersten und verkaufen zum zweiten Kurse. bbox=[945, 862, 1393, 906]
weather-note: Witterungsaussichten für den 12. Mai. bbox=[1066, 1926, 1271, 1939]
table-cell: 161¾ G 162¼ B bbox=[1102, 973, 1167, 999]
table-cell: 9 bbox=[1178, 1815, 1208, 1825]
table-cell: heiter bbox=[1208, 1848, 1245, 1858]
table-cell: Vardö bbox=[1094, 1836, 1148, 1847]
